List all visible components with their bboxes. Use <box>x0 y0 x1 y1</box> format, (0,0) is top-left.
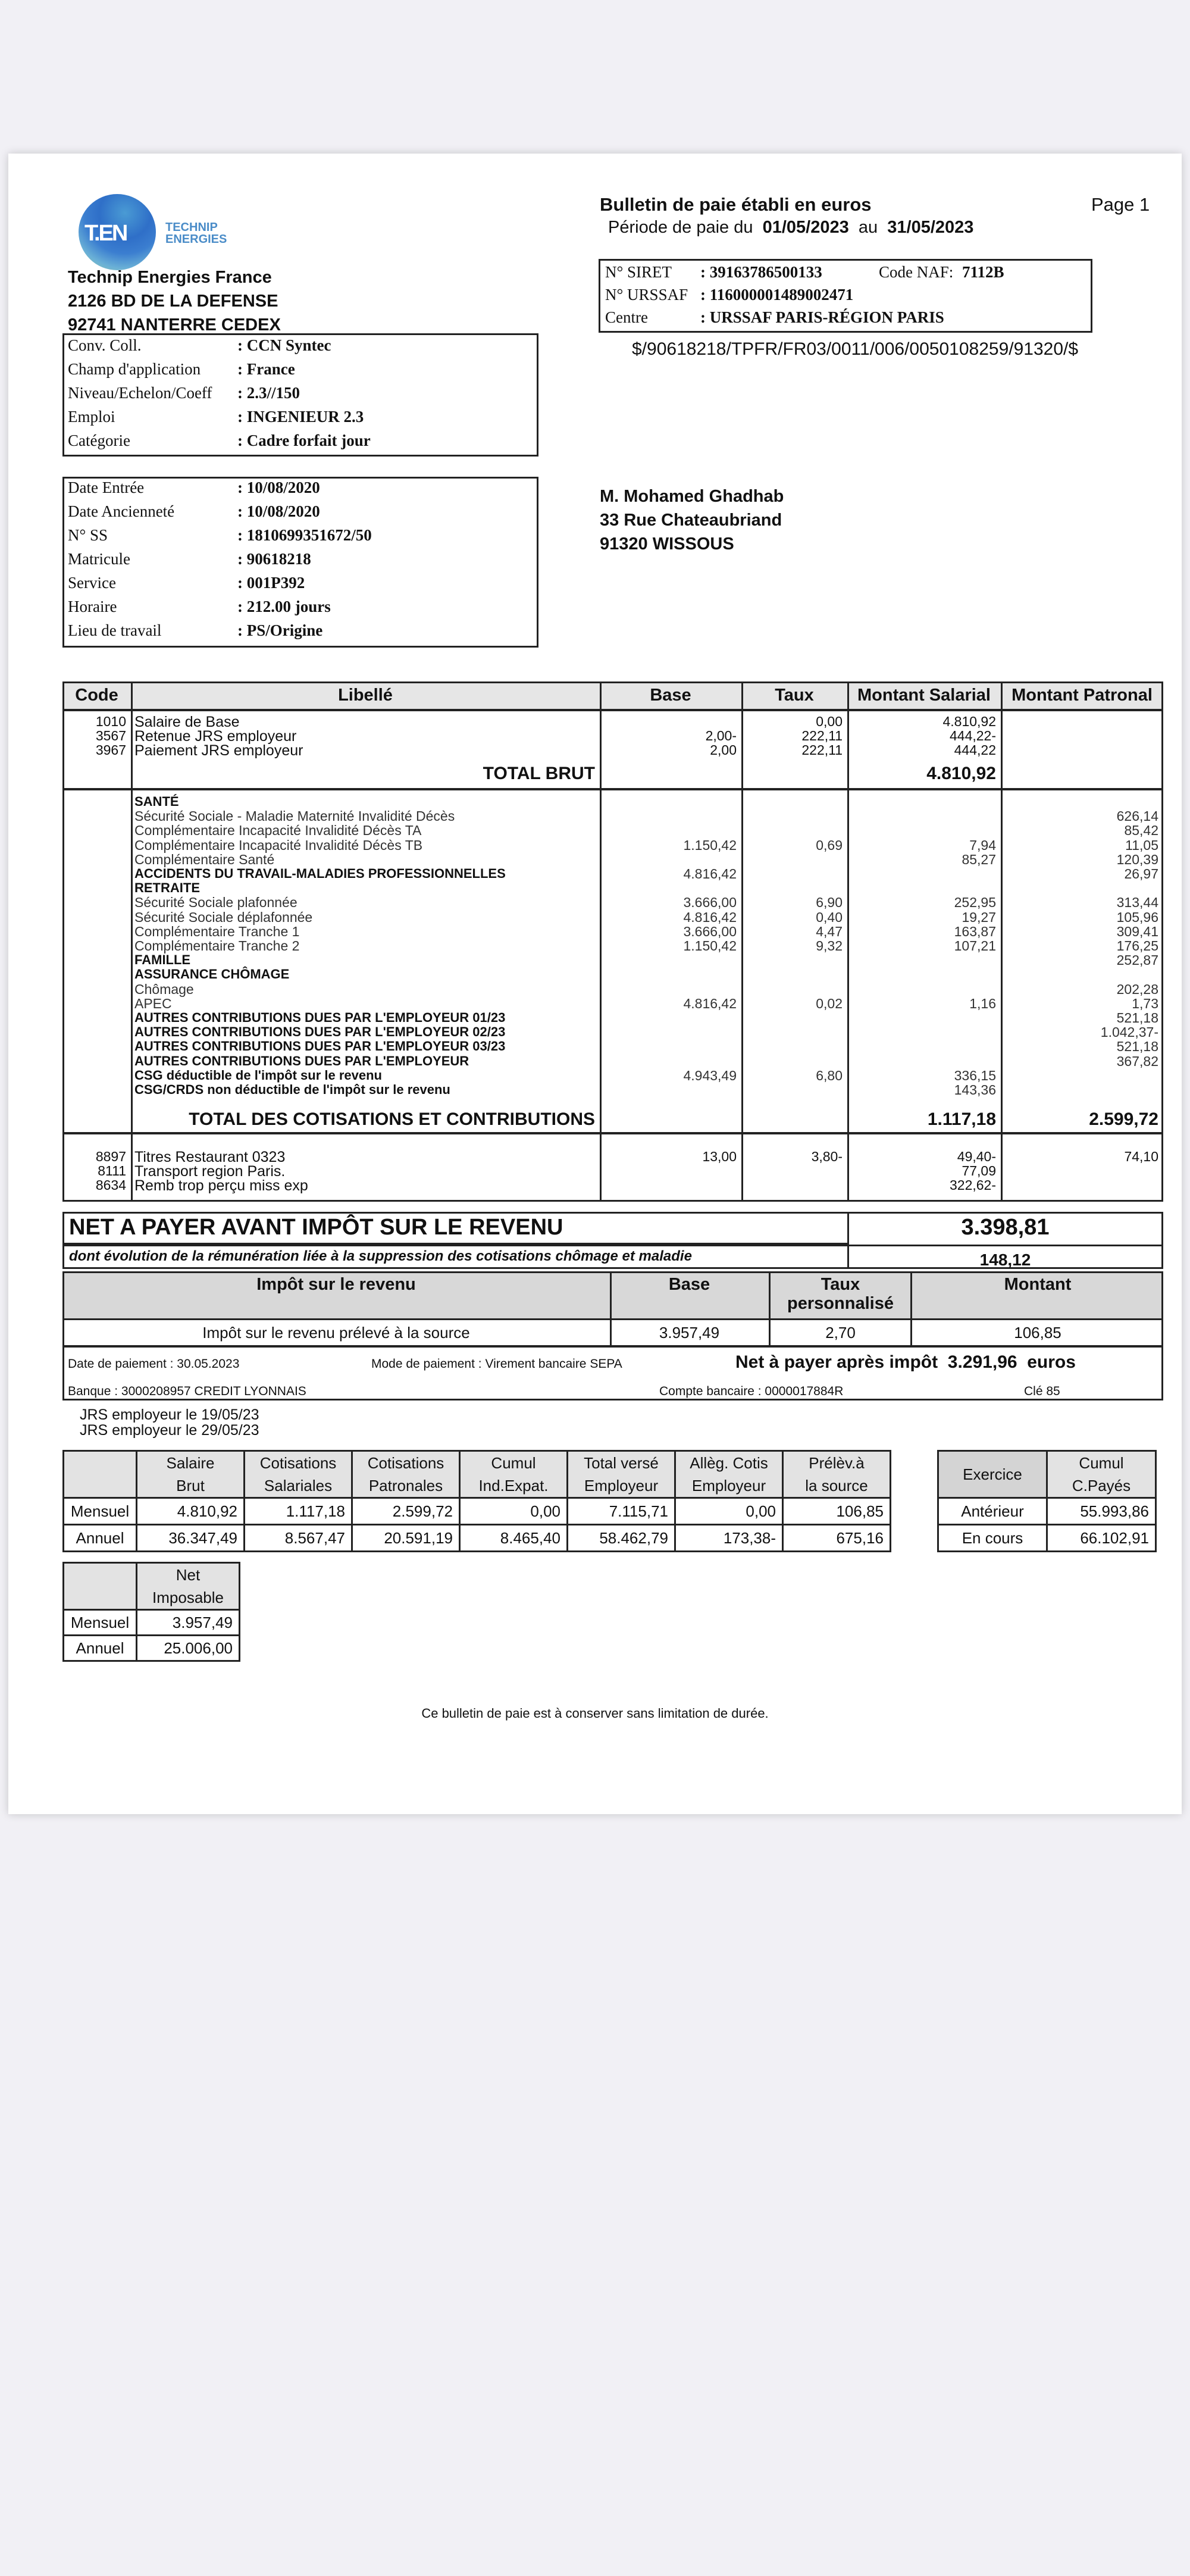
info-value: : France <box>237 360 295 378</box>
summary-row <box>64 1498 891 1525</box>
contribution-label: CSG déductible de l'impôt sur le revenu <box>134 1067 382 1083</box>
info-label: Date Ancienneté <box>68 502 175 520</box>
info-row <box>68 502 532 526</box>
info-label: Date Entrée <box>68 479 145 496</box>
summary-column-header: Salaire Brut <box>137 1451 245 1498</box>
info-row <box>68 336 532 360</box>
summary-row-label: Mensuel <box>64 1498 137 1525</box>
line-label: Remb trop perçu miss exp <box>134 1177 308 1194</box>
notes <box>80 1407 259 1438</box>
summary-cell: 0,00 <box>460 1498 568 1525</box>
contribution-base: 3.666,00 <box>683 923 737 939</box>
line-employer-amount: 74,10 <box>1124 1149 1158 1164</box>
tax-row-base: 3.957,49 <box>659 1324 720 1342</box>
contribution-label: AUTRES CONTRIBUTIONS DUES PAR L'EMPLOYEUR <box>134 1053 469 1068</box>
contribution-label: ACCIDENTS DU TRAVAIL-MALADIES PROFESSIONNELLES <box>134 866 506 881</box>
line-rate: 222,11 <box>801 728 843 743</box>
line-employee-amount: 4.810,92 <box>942 714 996 729</box>
contribution-base: 1.150,42 <box>683 837 737 853</box>
info-row <box>68 360 532 384</box>
leave-row-label: Antérieur <box>938 1498 1047 1525</box>
info-label: Conv. Coll. <box>68 336 142 354</box>
summary-column-header: Allèg. Cotis Employeur <box>675 1451 783 1498</box>
tax-col-rate: Taux personnalisé <box>787 1275 894 1313</box>
employee-name: M. Mohamed Ghadhab <box>600 487 784 506</box>
summary-cell: 36.347,49 <box>137 1525 245 1552</box>
bank-account: Compte bancaire : 0000017884R <box>659 1384 844 1398</box>
total-gross-value: 4.810,92 <box>926 764 996 783</box>
info-value: : CCN Syntec <box>237 336 331 354</box>
cumulative-summary-table <box>62 1450 891 1552</box>
paid-leave-table <box>937 1450 1157 1552</box>
line-employee-amount: 444,22- <box>949 728 996 743</box>
column-header: Montant Patronal <box>1012 685 1153 705</box>
contribution-employer: 521,18 <box>1116 1010 1158 1026</box>
line-code: 1010 <box>95 714 126 729</box>
column-header: Libellé <box>338 685 393 705</box>
total-contributions-label: TOTAL DES COTISATIONS ET CONTRIBUTIONS <box>189 1109 595 1129</box>
contribution-label: RETRAITE <box>134 880 200 896</box>
contribution-employer: 120,39 <box>1116 851 1158 867</box>
contribution-employee: 252,95 <box>954 895 996 911</box>
net-before-tax-value: 3.398,81 <box>961 1215 1050 1240</box>
naf-code: 7112B <box>962 263 1004 281</box>
contribution-label: Complémentaire Tranche 1 <box>134 923 300 939</box>
contribution-employer: 313,44 <box>1116 895 1158 911</box>
info-row <box>68 408 532 432</box>
net-taxable-table <box>62 1562 240 1662</box>
summary-column-header: Cumul Ind.Expat. <box>460 1451 568 1498</box>
summary-cell: 20.591,19 <box>352 1525 460 1552</box>
employer-ids-box: N° SIRET : 39163786500133 Code NAF: 7112B N° URSSAF : 116000001489002471 Centre : URSSAF PARIS-RÉGION PARIS <box>599 259 1092 333</box>
line-base: 2,00- <box>705 728 737 743</box>
info-value: : 90618218 <box>237 550 311 568</box>
line-label: Paiement JRS employeur <box>134 742 303 759</box>
info-row <box>68 598 532 621</box>
siret: : 39163786500133 <box>700 263 822 281</box>
info-label: Lieu de travail <box>68 621 162 639</box>
contribution-employer: 85,42 <box>1124 823 1158 839</box>
tax-col-label: Impôt sur le revenu <box>256 1275 416 1294</box>
contribution-label: AUTRES CONTRIBUTIONS DUES PAR L'EMPLOYEUR 03/23 <box>134 1039 506 1054</box>
note-item: JRS employeur le 29/05/23 <box>80 1422 259 1439</box>
info-row <box>68 432 532 455</box>
bank-key: Clé 85 <box>1024 1384 1060 1398</box>
contribution-employer: 626,14 <box>1116 808 1158 824</box>
summary-cell: 4.810,92 <box>137 1498 245 1525</box>
column-header: Taux <box>775 685 814 705</box>
contribution-base: 4.943,49 <box>683 1067 737 1083</box>
taxable-row <box>64 1636 240 1661</box>
column-header: Code <box>75 685 118 705</box>
info-value: : 10/08/2020 <box>237 502 320 520</box>
contribution-base: 4.816,42 <box>683 909 737 925</box>
contribution-employee: 19,27 <box>962 909 996 925</box>
contribution-rate: 4,47 <box>816 923 843 939</box>
contribution-rate: 6,80 <box>816 1067 843 1083</box>
contribution-label: AUTRES CONTRIBUTIONS DUES PAR L'EMPLOYEUR 01/23 <box>134 1010 506 1025</box>
total-gross-label: TOTAL BRUT <box>483 764 595 783</box>
contribution-label: Sécurité Sociale déplafonnée <box>134 909 313 925</box>
contribution-rate: 0,40 <box>816 909 843 925</box>
bank-name: Banque : 3000208957 CREDIT LYONNAIS <box>68 1384 306 1398</box>
evolution-value: 148,12 <box>979 1251 1031 1269</box>
leave-row-label: En cours <box>938 1525 1047 1552</box>
contribution-base: 4.816,42 <box>683 995 737 1011</box>
leave-row-value: 55.993,86 <box>1047 1498 1156 1525</box>
summary-cell: 675,16 <box>783 1525 891 1552</box>
net-after-tax-value: 3.291,96 <box>947 1352 1017 1372</box>
contribution-label: FAMILLE <box>134 952 191 968</box>
contribution-employer: 105,96 <box>1116 909 1158 925</box>
line-code: 8111 <box>98 1163 126 1178</box>
info-row <box>68 621 532 645</box>
contribution-label: Complémentaire Incapacité Invalidité Décès TB <box>134 837 423 853</box>
column-header: Base <box>650 685 691 705</box>
footer-note: Ce bulletin de paie est à conserver sans limitation de durée. <box>421 1706 769 1721</box>
company-address-2: 92741 NANTERRE CEDEX <box>68 315 281 334</box>
contribution-employee: 336,15 <box>954 1067 996 1083</box>
info-label: Service <box>68 574 116 592</box>
contribution-label: APEC <box>134 995 172 1011</box>
summary-cell: 1.117,18 <box>245 1498 352 1525</box>
info-value: : 1810699351672/50 <box>237 526 372 544</box>
contract-box <box>62 333 538 457</box>
contribution-base: 1.150,42 <box>683 938 737 954</box>
taxable-row-label: Mensuel <box>64 1610 137 1636</box>
net-before-tax-box <box>62 1212 1163 1269</box>
urssaf-centre: : URSSAF PARIS-RÉGION PARIS <box>700 308 944 326</box>
info-label: Catégorie <box>68 432 130 449</box>
line-code: 3967 <box>95 742 126 758</box>
info-value: : INGENIEUR 2.3 <box>237 408 364 426</box>
line-code: 3567 <box>95 728 126 743</box>
contribution-label: Complémentaire Tranche 2 <box>134 938 300 954</box>
summary-cell: 7.115,71 <box>568 1498 675 1525</box>
contribution-label: AUTRES CONTRIBUTIONS DUES PAR L'EMPLOYEUR 02/23 <box>134 1024 506 1040</box>
contribution-employer: 202,28 <box>1116 981 1158 997</box>
contribution-employer: 26,97 <box>1124 866 1158 881</box>
info-value: : 10/08/2020 <box>237 479 320 496</box>
info-value: : Cadre forfait jour <box>237 432 371 449</box>
line-base: 13,00 <box>702 1149 737 1164</box>
line-rate: 3,80- <box>811 1149 843 1164</box>
info-label: Champ d'application <box>68 360 201 378</box>
urssaf-number: : 116000001489002471 <box>700 286 854 304</box>
net-after-tax: Net à payer après impôt 3.291,96 euros <box>735 1352 1076 1372</box>
line-code: 8634 <box>95 1177 126 1193</box>
info-row <box>68 384 532 408</box>
info-label: Matricule <box>68 550 130 568</box>
contribution-label: ASSURANCE CHÔMAGE <box>134 967 290 982</box>
contribution-label: SANTÉ <box>134 794 179 809</box>
line-label: Transport region Paris. <box>134 1163 286 1180</box>
column-header: Montant Salarial <box>857 685 991 705</box>
contribution-label: CSG/CRDS non déductible de l'impôt sur le revenu <box>134 1082 450 1097</box>
line-employee-amount: 49,40- <box>957 1149 996 1164</box>
evolution-label: dont évolution de la rémunération liée à la suppression des cotisations chômage et maladie <box>69 1248 692 1264</box>
payment-mode: Mode de paiement : Virement bancaire SEPA <box>371 1357 622 1371</box>
contribution-label: Chômage <box>134 981 194 997</box>
contribution-employer: 11,05 <box>1125 837 1158 853</box>
line-rate: 222,11 <box>801 742 843 758</box>
line-code: 8897 <box>95 1149 126 1164</box>
info-value: : 001P392 <box>237 574 305 592</box>
summary-cell: 8.465,40 <box>460 1525 568 1552</box>
contribution-employee: 7,94 <box>969 837 996 853</box>
info-value: : 212.00 jours <box>237 598 331 615</box>
info-value: : 2.3//150 <box>237 384 300 402</box>
info-label: Emploi <box>68 408 115 426</box>
line-label: Salaire de Base <box>134 714 240 730</box>
summary-cell: 2.599,72 <box>352 1498 460 1525</box>
summary-row-label: Annuel <box>64 1525 137 1552</box>
contribution-employee: 107,21 <box>954 938 996 954</box>
contribution-employer: 309,41 <box>1116 923 1158 939</box>
summary-column-header: Cotisations Salariales <box>245 1451 352 1498</box>
taxable-row-value: 25.006,00 <box>137 1636 240 1661</box>
line-employee-amount: 322,62- <box>949 1177 996 1193</box>
total-contributions-employee: 1.117,18 <box>927 1109 996 1129</box>
summary-cell: 8.567,47 <box>245 1525 352 1552</box>
taxable-row <box>64 1610 240 1636</box>
logo-brand: TECHNIP ENERGIES <box>165 221 227 246</box>
summary-column-header: Cotisations Patronales <box>352 1451 460 1498</box>
taxable-column-header: Net Imposable <box>137 1563 240 1610</box>
contribution-rate: 0,02 <box>816 995 843 1011</box>
company-name: Technip Energies France <box>68 268 272 287</box>
pay-period: Période de paie du 01/05/2023 au 31/05/2023 <box>608 218 974 237</box>
leave-row <box>938 1498 1156 1525</box>
info-row <box>68 526 532 550</box>
summary-cell: 0,00 <box>675 1498 783 1525</box>
contribution-employer: 1.042,37- <box>1100 1024 1158 1040</box>
note-item: JRS employeur le 19/05/23 <box>80 1406 259 1423</box>
info-row <box>68 574 532 598</box>
leave-row-value: 66.102,91 <box>1047 1525 1156 1552</box>
contribution-employee: 85,27 <box>962 851 996 867</box>
contribution-employer: 367,82 <box>1116 1053 1158 1069</box>
line-rate: 0,00 <box>816 714 843 729</box>
employee-address: M. Mohamed Ghadhab 33 Rue Chateaubriand 91320 WISSOUS <box>600 484 784 556</box>
company-address-1: 2126 BD DE LA DEFENSE <box>68 292 278 311</box>
info-label: Horaire <box>68 598 117 615</box>
line-employee-amount: 77,09 <box>962 1163 996 1178</box>
info-value: : PS/Origine <box>237 621 323 639</box>
document-title: Bulletin de paie établi en euros <box>600 194 872 215</box>
payslip-page <box>8 154 1182 1814</box>
summary-cell: 106,85 <box>783 1498 891 1525</box>
leave-column-header: Cumul C.Payés <box>1047 1451 1156 1498</box>
logo-mark: T.EN <box>84 221 127 246</box>
payment-date: Date de paiement : 30.05.2023 <box>68 1357 240 1371</box>
summary-cell: 173,38- <box>675 1525 783 1552</box>
contribution-employer: 252,87 <box>1116 952 1158 968</box>
contribution-base: 3.666,00 <box>683 895 737 911</box>
tax-row-label: Impôt sur le revenu prélevé à la source <box>202 1324 470 1342</box>
page-number: Page 1 <box>1091 194 1150 215</box>
summary-column-header: Prélèv.à la source <box>783 1451 891 1498</box>
contribution-employer: 1,73 <box>1132 995 1158 1011</box>
info-row <box>68 550 532 574</box>
summary-column-header: Total versé Employeur <box>568 1451 675 1498</box>
contribution-label: Sécurité Sociale plafonnée <box>134 895 298 911</box>
contribution-employer: 176,25 <box>1116 938 1158 954</box>
line-base: 2,00 <box>710 742 737 758</box>
line-label: Retenue JRS employeur <box>134 728 297 745</box>
contribution-base: 4.816,42 <box>683 866 737 881</box>
tax-col-amount: Montant <box>1004 1275 1072 1294</box>
info-label: Niveau/Echelon/Coeff <box>68 384 212 402</box>
tax-row-rate: 2,70 <box>825 1324 856 1342</box>
contribution-rate: 0,69 <box>816 837 843 853</box>
contribution-label: Complémentaire Santé <box>134 851 275 867</box>
contribution-employee: 143,36 <box>954 1082 996 1098</box>
contribution-rate: 9,32 <box>816 938 843 954</box>
taxable-row-value: 3.957,49 <box>137 1610 240 1636</box>
contribution-rate: 6,90 <box>816 895 843 911</box>
contribution-employee: 1,16 <box>969 995 996 1011</box>
reference-code: $/90618218/TPFR/FR03/0011/006/0050108259/91320/$ <box>632 339 1079 359</box>
employee-info-box <box>62 477 538 648</box>
leave-row <box>938 1525 1156 1552</box>
contribution-label: Complémentaire Incapacité Invalidité Décès TA <box>134 823 422 839</box>
summary-cell: 58.462,79 <box>568 1525 675 1552</box>
info-row <box>68 479 532 502</box>
info-label: N° SS <box>68 526 108 544</box>
contribution-employer: 521,18 <box>1116 1039 1158 1055</box>
line-employee-amount: 444,22 <box>954 742 996 758</box>
contribution-label: Sécurité Sociale - Maladie Maternité Invalidité Décès <box>134 808 455 824</box>
net-before-tax-label: NET A PAYER AVANT IMPÔT SUR LE REVENU <box>69 1215 563 1240</box>
contribution-employee: 163,87 <box>954 923 996 939</box>
total-contributions-employer: 2.599,72 <box>1089 1109 1158 1129</box>
taxable-row-label: Annuel <box>64 1636 137 1661</box>
line-label: Titres Restaurant 0323 <box>134 1149 286 1165</box>
summary-row <box>64 1525 891 1552</box>
tax-col-base: Base <box>668 1275 710 1294</box>
leave-column-header: Exercice <box>938 1451 1047 1498</box>
tax-row-amount: 106,85 <box>1014 1324 1061 1342</box>
